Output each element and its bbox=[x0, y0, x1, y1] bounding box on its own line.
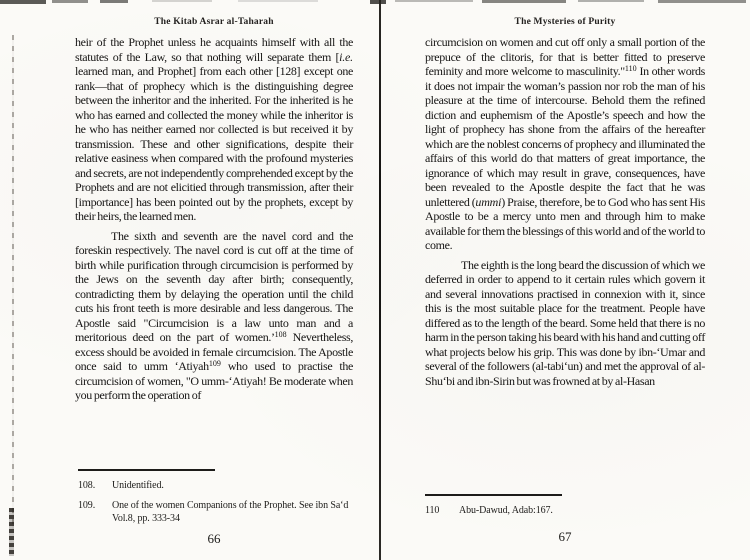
paragraph: The eighth is the long beard the discussion of which we deferred in order to append to it certain rules which govern it and several innovations practised in connexion with it, since this is the most suitable place for the treatment. People have differed as to the length of the beard. Some held that there is no harm in the person taking his beard with his hand and cutting off what projects below his grip. This was done by ibn-‘Umar and several of the followers (al-tabi‘un) and met the approval of al-Shu‘bi and ibn-Sirin but was frowned at by al-Hasan bbox=[425, 257, 705, 388]
scan-artifact bbox=[52, 0, 88, 3]
running-head-right: The Mysteries of Purity bbox=[514, 17, 616, 27]
page-divider-line bbox=[379, 0, 381, 560]
footnotes-right bbox=[425, 504, 701, 517]
footnote bbox=[78, 499, 354, 525]
paragraph: heir of the Prophet unless he acquaints himself with all the statutes of the Law, so that nothing will separate them [i.e. learned man, and Prophet] from each other [128] except one rank—that of prophecy which is the distinguishing degree between the inheritor and the inherited. For the inherited is he who has earned and collected the money while the inheritor is he who has neither earned nor collected is but received it by transmission. These and other significations, despite their relative easiness when compared with the profound mysteries and secrets, are not independently comprehended except by the Prophets and are not elicitied through transmission, after their [importance] has been pointed out by the prophets, except by their heirs, the learned men. bbox=[75, 35, 353, 223]
footnote-number: 108. bbox=[78, 480, 96, 491]
scan-artifact-left-edge bbox=[12, 35, 14, 530]
running-head-left: The Kitab Asrar al-Taharah bbox=[154, 17, 274, 27]
footnote bbox=[78, 479, 354, 492]
footnote-number: 109. bbox=[78, 500, 96, 511]
scan-artifact bbox=[578, 0, 644, 2]
scan-artifact-left-edge-dark bbox=[9, 508, 14, 556]
scan-artifact bbox=[395, 0, 473, 2]
scan-artifact bbox=[238, 0, 318, 2]
footnote-text: Abu-Dawud, Adab:167. bbox=[459, 505, 553, 516]
scan-artifact bbox=[152, 0, 212, 2]
footnote-rule-left bbox=[78, 469, 215, 471]
page-number-right: 67 bbox=[558, 529, 572, 544]
scan-artifact bbox=[370, 0, 386, 4]
body-text-right bbox=[425, 35, 705, 388]
page-number-left: 66 bbox=[207, 531, 221, 546]
footnotes-left bbox=[78, 479, 354, 525]
scan-artifact bbox=[482, 0, 566, 3]
footnote bbox=[425, 504, 701, 517]
page-right bbox=[382, 0, 750, 560]
footnote-rule-right bbox=[425, 494, 562, 496]
footnote-text: Unidentified. bbox=[112, 480, 164, 491]
scan-artifact bbox=[100, 0, 128, 3]
paragraph: The sixth and seventh are the navel cord and the foreskin respectively. The navel cord is cut off at the time of birth while purification through circumcision is performed by the Jews on the seventh day after birth; consequently, contradicting them by delaying the operation until the child cuts his front teeth is more desirable and less dangerous. The Apostle said "Circumcision is a law unto man and a meritorious deed on the part of women.’$^{108}$ Nevertheless, excess should be avoided in female circumcision. The Apostle once said to umm ‘Atiyah$^{109}$ who used to practise the circumcision of women, "O umm-‘Atiyah! Be moderate when you perform the operation of bbox=[75, 228, 354, 402]
scan-artifact bbox=[658, 0, 746, 3]
footnote-number: 110 bbox=[425, 505, 440, 516]
scan-artifact bbox=[0, 0, 46, 4]
body-text-left bbox=[75, 35, 353, 403]
paragraph: circumcision on women and cut off only a small portion of the prepuce of the clitoris, for that is better fitted to preserve feminity and more welcome to masculinity."$^{110}$ In other words it does not impair the woman’s passion nor rob the man of his pleasure at the time of intercourse. Behold them the refined diction and euphemism of the Apostle’s speech and how the light of prophecy has shone from the affairs of the hereafter which are the noblest concerns of prophecy and illuminated the affairs of this world do that matters of great importance, the ignorance of which may result in grave, consequences, have been revealed to the Apostle despite the fact that he was unlettered (ummi) Praise, therefore, be to God who has sent His Apostle to be a mercy unto men and through him to make available for them the blessings of this world and of the world to come. bbox=[425, 35, 705, 252]
footnote-text: One of the women Companions of the Prophet. See ibn Sa‘d Vol.8, pp. 333-34 bbox=[112, 500, 349, 524]
